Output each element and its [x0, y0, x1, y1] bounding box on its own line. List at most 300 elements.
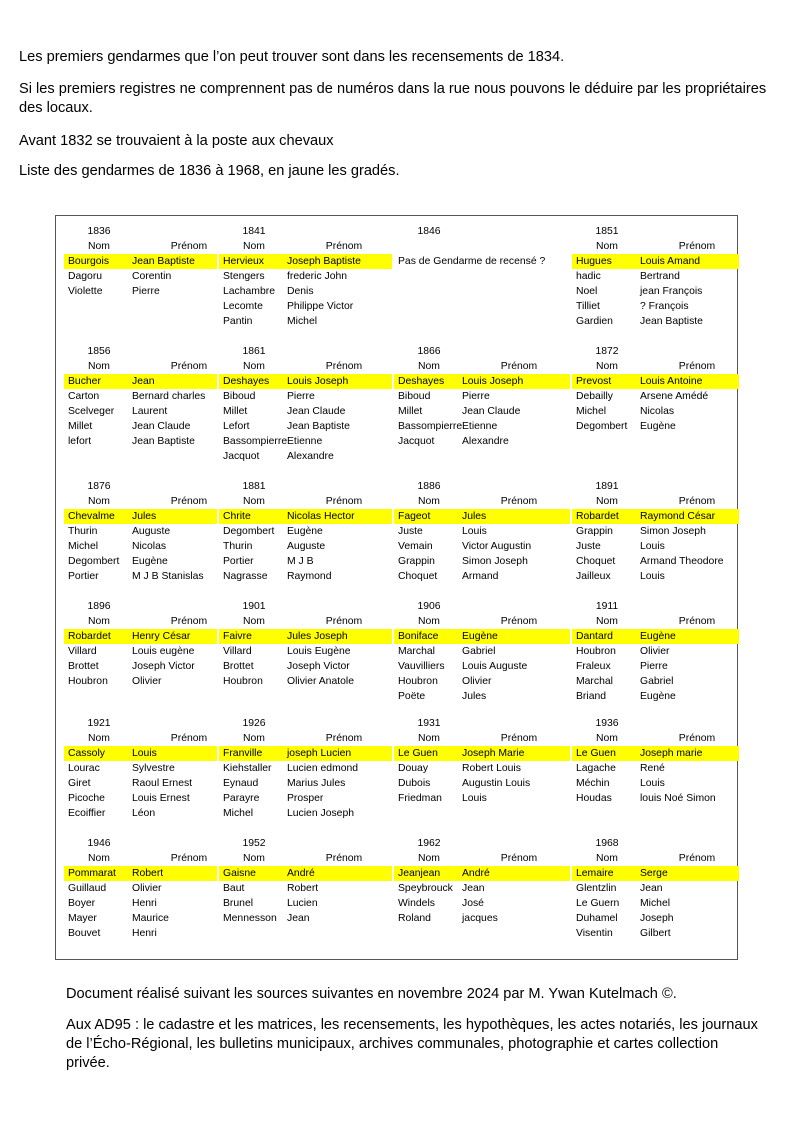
footer-sources: Aux AD95 : le cadastre et les matrices, les recensements, les hypothèques, les actes notariés, les journaux de l’Écho-Régional, les bulletins municipaux, archives communales, photographie et cartes collection privée. [66, 1017, 758, 1071]
gendarme-firstname: Lucien [287, 898, 318, 909]
gendarme-surname: Lourac [68, 763, 100, 774]
gendarme-firstname: Henri [132, 898, 157, 909]
gendarme-firstname: Louis [462, 793, 487, 804]
gendarme-surname: Michel [68, 541, 99, 552]
gendarme-firstname: Jean Baptiste [640, 316, 703, 327]
column-header-nom: Nom [88, 361, 110, 372]
gendarme-surname: Debailly [576, 391, 613, 402]
gendarme-surname: Picoche [68, 793, 105, 804]
gendarme-row [64, 689, 744, 704]
gendarme-firstname: Prosper [287, 793, 324, 804]
gendarme-surname: Deshayes [223, 376, 270, 387]
gendarme-surname: Biboud [223, 391, 256, 402]
gendarme-surname: Hervieux [223, 256, 264, 267]
gendarme-firstname: jean François [640, 286, 703, 297]
gendarme-firstname: Michel [640, 898, 671, 909]
gendarme-surname: Brunel [223, 898, 254, 909]
gendarme-firstname: Pierre [640, 661, 668, 672]
census-year: 1872 [595, 346, 619, 357]
gendarme-firstname: Jean Baptiste [132, 436, 195, 447]
gendarme-firstname: Marius Jules [287, 778, 346, 789]
census-year: 1856 [87, 346, 111, 357]
census-year: 1891 [595, 481, 619, 492]
gendarme-surname: Mayer [68, 913, 97, 924]
officer-row [64, 509, 744, 524]
gendarme-firstname: Joseph Victor [132, 661, 195, 672]
gendarme-surname: Millet [68, 421, 93, 432]
gendarme-firstname: Louis [640, 778, 665, 789]
census-block-1921 [64, 716, 744, 821]
gendarme-firstname: Laurent [132, 406, 168, 417]
gendarme-row [64, 404, 744, 419]
gendarme-firstname: Louis [640, 541, 665, 552]
column-header-nom: Nom [88, 241, 110, 252]
gendarme-firstname: Simon Joseph [640, 526, 706, 537]
gendarme-firstname: Joseph Victor [287, 661, 350, 672]
census-block-1836 [64, 224, 744, 329]
census-year: 1946 [87, 838, 111, 849]
gendarme-firstname: Alexandre [287, 451, 334, 462]
column-header-nom: Nom [243, 733, 265, 744]
gendarme-firstname: Raymond [287, 571, 332, 582]
gendarme-surname: Guillaud [68, 883, 107, 894]
gendarme-surname: Faivre [223, 631, 252, 642]
gendarme-row [64, 881, 744, 896]
gendarme-surname: Lagache [576, 763, 616, 774]
gendarme-surname: Degombert [576, 421, 628, 432]
column-header-row [64, 614, 744, 629]
gendarme-firstname: Olivier Anatole [287, 676, 354, 687]
gendarme-surname: Bassompierre [223, 436, 288, 447]
gendarme-row [64, 299, 744, 314]
census-year: 1886 [417, 481, 441, 492]
gendarme-firstname: frederic John [287, 271, 348, 282]
gendarme-surname: Biboud [398, 391, 431, 402]
gendarme-firstname: Joseph marie [640, 748, 703, 759]
gendarmes-table [55, 215, 738, 960]
column-header-nom: Nom [418, 496, 440, 507]
gendarme-firstname: Louis Antoine [640, 376, 703, 387]
gendarme-surname: Choquet [576, 556, 616, 567]
gendarme-firstname: Henry César [132, 631, 191, 642]
gendarme-surname: Chevalme [68, 511, 115, 522]
gendarme-firstname: Jules Joseph [287, 631, 348, 642]
gendarme-surname: Baut [223, 883, 245, 894]
gendarme-firstname: Maurice [132, 913, 169, 924]
gendarme-surname: Juste [576, 541, 601, 552]
gendarme-firstname: Robert [132, 868, 164, 879]
gendarme-firstname: Louis Joseph [287, 376, 349, 387]
gendarme-firstname: Gilbert [640, 928, 671, 939]
gendarme-surname: Pas de Gendarme de recensé ? [398, 256, 546, 267]
gendarme-firstname: Olivier [132, 676, 162, 687]
census-year: 1836 [87, 226, 111, 237]
gendarme-firstname: Denis [287, 286, 314, 297]
census-year: 1896 [87, 601, 111, 612]
gendarme-surname: Franville [223, 748, 263, 759]
gendarme-firstname: Jean Claude [462, 406, 521, 417]
gendarme-surname: Fraleux [576, 661, 611, 672]
census-year: 1968 [595, 838, 619, 849]
gendarme-firstname: Gabriel [462, 646, 496, 657]
gendarme-surname: Duhamel [576, 913, 618, 924]
census-year: 1901 [242, 601, 266, 612]
gendarme-firstname: Louis Ernest [132, 793, 190, 804]
gendarme-surname: Marchal [398, 646, 435, 657]
gendarme-firstname: Louis eugène [132, 646, 195, 657]
gendarme-firstname: René [640, 763, 665, 774]
gendarme-firstname: Etienne [287, 436, 323, 447]
gendarme-surname: Chrite [223, 511, 251, 522]
gendarme-surname: Lecomte [223, 301, 263, 312]
column-header-prenom: Prénom [500, 733, 538, 744]
gendarme-row [64, 674, 744, 689]
census-year: 1861 [242, 346, 266, 357]
column-header-nom: Nom [418, 616, 440, 627]
gendarme-firstname: Jules [462, 691, 487, 702]
year-row [64, 836, 744, 851]
gendarme-surname: Fageot [398, 511, 431, 522]
gendarme-firstname: Bernard charles [132, 391, 206, 402]
gendarme-surname: Mennesson [223, 913, 277, 924]
column-header-nom: Nom [243, 496, 265, 507]
gendarme-surname: Carton [68, 391, 100, 402]
gendarme-firstname: louis Noé Simon [640, 793, 716, 804]
gendarme-surname: Brottet [68, 661, 99, 672]
gendarme-firstname: Léon [132, 808, 156, 819]
gendarme-surname: Hugues [576, 256, 612, 267]
column-header-prenom: Prénom [170, 616, 208, 627]
gendarme-surname: Prevost [576, 376, 612, 387]
gendarme-firstname: Jean [132, 376, 155, 387]
gendarme-firstname: M J B Stanislas [132, 571, 204, 582]
gendarme-surname: Villard [223, 646, 252, 657]
gendarme-surname: Villard [68, 646, 97, 657]
intro-paragraph-1: Les premiers gendarmes que l’on peut trouver sont dans les recensements de 1834. [19, 49, 565, 65]
gendarme-firstname: Jean Baptiste [132, 256, 195, 267]
gendarme-surname: Ecoiffier [68, 808, 106, 819]
gendarme-surname: Thurin [223, 541, 253, 552]
gendarme-surname: Dantard [576, 631, 613, 642]
gendarme-firstname: Victor Augustin [462, 541, 532, 552]
gendarme-firstname: Pierre [462, 391, 490, 402]
gendarme-surname: Robardet [68, 631, 111, 642]
gendarme-firstname: Armand Theodore [640, 556, 724, 567]
gendarme-surname: Le Guen [398, 748, 438, 759]
gendarme-row [64, 644, 744, 659]
gendarme-surname: Gardien [576, 316, 613, 327]
gendarme-surname: Marchal [576, 676, 613, 687]
gendarme-row [64, 569, 744, 584]
officer-row [64, 629, 744, 644]
year-row [64, 224, 744, 239]
gendarme-firstname: André [462, 868, 490, 879]
column-header-prenom: Prénom [325, 733, 363, 744]
gendarme-row [64, 791, 744, 806]
gendarme-firstname: Jean Baptiste [287, 421, 350, 432]
column-header-nom: Nom [596, 733, 618, 744]
gendarme-firstname: Joseph [640, 913, 674, 924]
gendarme-row [64, 314, 744, 329]
gendarme-firstname: Jean [462, 883, 485, 894]
intro-paragraph-4: Liste des gendarmes de 1836 à 1968, en jaune les gradés. [19, 163, 400, 179]
gendarme-surname: Vemain [398, 541, 433, 552]
gendarme-surname: Pommarat [68, 868, 116, 879]
intro-paragraph-3: Avant 1832 se trouvaient à la poste aux chevaux [19, 133, 334, 149]
column-header-row [64, 494, 744, 509]
gendarme-surname: Degombert [223, 526, 275, 537]
column-header-prenom: Prénom [170, 241, 208, 252]
gendarme-firstname: Olivier [640, 646, 670, 657]
gendarme-firstname: Augustin Louis [462, 778, 531, 789]
gendarme-firstname: Pierre [287, 391, 315, 402]
column-header-nom: Nom [418, 733, 440, 744]
gendarme-surname: Michel [223, 808, 254, 819]
gendarme-surname: Cassoly [68, 748, 105, 759]
gendarme-surname: Lefort [223, 421, 250, 432]
gendarme-surname: Grappin [398, 556, 435, 567]
gendarme-firstname: Corentin [132, 271, 172, 282]
column-header-nom: Nom [596, 361, 618, 372]
gendarme-surname: Pantin [223, 316, 253, 327]
column-header-prenom: Prénom [500, 496, 538, 507]
gendarme-firstname: Philippe Victor [287, 301, 354, 312]
gendarme-surname: Vauvilliers [398, 661, 445, 672]
gendarme-firstname: Raoul Ernest [132, 778, 193, 789]
gendarme-surname: Poëte [398, 691, 426, 702]
gendarme-row [64, 554, 744, 569]
gendarme-surname: Parayre [223, 793, 260, 804]
column-header-nom: Nom [88, 733, 110, 744]
gendarme-row [64, 449, 744, 464]
year-row [64, 599, 744, 614]
gendarme-firstname: Jean [287, 913, 310, 924]
column-header-nom: Nom [596, 853, 618, 864]
gendarme-firstname: Jules [132, 511, 157, 522]
column-header-row [64, 239, 744, 254]
column-header-nom: Nom [243, 616, 265, 627]
gendarme-firstname: Auguste [287, 541, 326, 552]
column-header-prenom: Prénom [325, 241, 363, 252]
gendarme-firstname: Jean Claude [132, 421, 191, 432]
column-header-nom: Nom [88, 496, 110, 507]
gendarme-firstname: Louis Amand [640, 256, 701, 267]
gendarme-surname: Jeanjean [398, 868, 441, 879]
gendarme-firstname: Eugène [287, 526, 323, 537]
gendarme-surname: Portier [68, 571, 99, 582]
gendarme-row [64, 761, 744, 776]
gendarme-surname: Grappin [576, 526, 613, 537]
gendarme-firstname: Alexandre [462, 436, 509, 447]
gendarme-firstname: André [287, 868, 315, 879]
column-header-prenom: Prénom [678, 616, 716, 627]
column-header-prenom: Prénom [678, 241, 716, 252]
gendarme-firstname: Jean [640, 883, 663, 894]
gendarme-surname: Bouvet [68, 928, 101, 939]
gendarme-firstname: Louis Joseph [462, 376, 524, 387]
column-header-prenom: Prénom [500, 853, 538, 864]
gendarme-firstname: Louis Auguste [462, 661, 528, 672]
gendarme-row [64, 896, 744, 911]
gendarme-row [64, 419, 744, 434]
gendarme-firstname: Eugène [640, 631, 676, 642]
gendarme-firstname: Eugène [132, 556, 168, 567]
gendarme-firstname: Olivier [132, 883, 162, 894]
column-header-prenom: Prénom [500, 361, 538, 372]
gendarme-firstname: Nicolas [640, 406, 675, 417]
gendarme-row [64, 659, 744, 674]
gendarme-surname: Le Guern [576, 898, 620, 909]
gendarme-row [64, 434, 744, 449]
gendarme-firstname: Eugène [640, 691, 676, 702]
gendarme-surname: Houbron [398, 676, 438, 687]
gendarme-firstname: Eugène [640, 421, 676, 432]
gendarme-surname: lefort [68, 436, 92, 447]
officer-row [64, 746, 744, 761]
gendarme-surname: Violette [68, 286, 103, 297]
gendarme-firstname: Olivier [462, 676, 492, 687]
gendarme-surname: Boyer [68, 898, 96, 909]
gendarme-surname: Degombert [68, 556, 120, 567]
gendarme-surname: Le Guen [576, 748, 616, 759]
gendarme-firstname: M J B [287, 556, 314, 567]
gendarme-firstname: Gabriel [640, 676, 674, 687]
gendarme-firstname: Robert Louis [462, 763, 521, 774]
gendarme-surname: Lemaire [576, 868, 614, 879]
column-header-prenom: Prénom [678, 496, 716, 507]
gendarme-firstname: Serge [640, 868, 668, 879]
gendarme-row [64, 776, 744, 791]
gendarme-firstname: Louis [132, 748, 157, 759]
gendarme-row [64, 389, 744, 404]
gendarme-surname: Bassompierre [398, 421, 463, 432]
census-year: 1906 [417, 601, 441, 612]
gendarme-surname: Millet [223, 406, 248, 417]
gendarme-firstname: Joseph Marie [462, 748, 525, 759]
column-header-row [64, 851, 744, 866]
column-header-prenom: Prénom [678, 853, 716, 864]
gendarme-surname: Portier [223, 556, 254, 567]
gendarme-surname: Noel [576, 286, 598, 297]
column-header-row [64, 731, 744, 746]
gendarme-row [64, 806, 744, 821]
year-row [64, 344, 744, 359]
column-header-prenom: Prénom [170, 496, 208, 507]
column-header-nom: Nom [418, 853, 440, 864]
gendarme-surname: Glentzlin [576, 883, 617, 894]
census-year: 1881 [242, 481, 266, 492]
census-block-1896 [64, 599, 744, 704]
census-block-1856 [64, 344, 744, 464]
gendarme-firstname: Louis [640, 571, 665, 582]
gendarme-surname: Tilliet [576, 301, 600, 312]
gendarme-surname: Jacquot [223, 451, 260, 462]
gendarme-surname: Stengers [223, 271, 265, 282]
gendarme-firstname: Raymond César [640, 511, 716, 522]
column-header-prenom: Prénom [678, 733, 716, 744]
gendarme-row [64, 524, 744, 539]
gendarme-firstname: Louis Eugène [287, 646, 351, 657]
census-year: 1876 [87, 481, 111, 492]
year-row [64, 479, 744, 494]
gendarme-firstname: José [462, 898, 484, 909]
gendarme-surname: Méchin [576, 778, 610, 789]
year-row [64, 716, 744, 731]
census-year: 1921 [87, 718, 111, 729]
column-header-prenom: Prénom [500, 616, 538, 627]
gendarme-surname: Nagrasse [223, 571, 268, 582]
census-year: 1931 [417, 718, 441, 729]
gendarme-surname: Brottet [223, 661, 254, 672]
gendarme-firstname: Bertrand [640, 271, 680, 282]
census-block-1946 [64, 836, 744, 941]
census-year: 1866 [417, 346, 441, 357]
gendarme-firstname: Jules [462, 511, 487, 522]
gendarme-firstname: Arsene Amédé [640, 391, 709, 402]
column-header-nom: Nom [596, 616, 618, 627]
column-header-nom: Nom [243, 241, 265, 252]
census-year: 1962 [417, 838, 441, 849]
gendarme-surname: Jacquot [398, 436, 435, 447]
gendarme-firstname: Michel [287, 316, 318, 327]
gendarme-surname: Jailleux [576, 571, 611, 582]
gendarme-surname: Michel [576, 406, 607, 417]
census-year: 1936 [595, 718, 619, 729]
gendarme-surname: Houbron [223, 676, 263, 687]
gendarme-row [64, 269, 744, 284]
column-header-nom: Nom [88, 853, 110, 864]
gendarme-surname: Dagoru [68, 271, 103, 282]
intro-paragraph-2: Si les premiers registres ne comprennent pas de numéros dans la rue nous pouvons le déduire par les propriétaires des locaux. [19, 81, 767, 116]
gendarme-firstname: ? François [640, 301, 689, 312]
column-header-row [64, 359, 744, 374]
gendarme-surname: Bucher [68, 376, 101, 387]
column-header-prenom: Prénom [170, 361, 208, 372]
column-header-prenom: Prénom [325, 361, 363, 372]
gendarme-firstname: Sylvestre [132, 763, 175, 774]
gendarme-firstname: Eugène [462, 631, 498, 642]
column-header-prenom: Prénom [170, 853, 208, 864]
gendarme-firstname: joseph Lucien [287, 748, 352, 759]
gendarme-surname: Briand [576, 691, 607, 702]
gendarme-surname: Houbron [68, 676, 108, 687]
gendarme-firstname: Lucien edmond [287, 763, 359, 774]
gendarme-row [64, 911, 744, 926]
gendarme-surname: Douay [398, 763, 429, 774]
gendarme-surname: Juste [398, 526, 423, 537]
census-year: 1926 [242, 718, 266, 729]
gendarme-row [64, 284, 744, 299]
gendarme-firstname: Jean Claude [287, 406, 346, 417]
gendarme-surname: Speybrouck [398, 883, 453, 894]
column-header-nom: Nom [243, 361, 265, 372]
gendarme-surname: Millet [398, 406, 423, 417]
gendarme-surname: Gaisne [223, 868, 256, 879]
column-header-nom: Nom [88, 616, 110, 627]
column-header-nom: Nom [596, 241, 618, 252]
gendarme-firstname: Nicolas Hector [287, 511, 355, 522]
gendarme-firstname: Joseph Baptiste [287, 256, 361, 267]
column-header-nom: Nom [243, 853, 265, 864]
gendarme-surname: Visentin [576, 928, 613, 939]
gendarme-surname: Houbron [576, 646, 616, 657]
gendarme-surname: Windels [398, 898, 435, 909]
gendarme-surname: Lachambre [223, 286, 275, 297]
census-block-1876 [64, 479, 744, 584]
census-year: 1841 [242, 226, 266, 237]
census-year: 1952 [242, 838, 266, 849]
gendarme-surname: Houdas [576, 793, 612, 804]
